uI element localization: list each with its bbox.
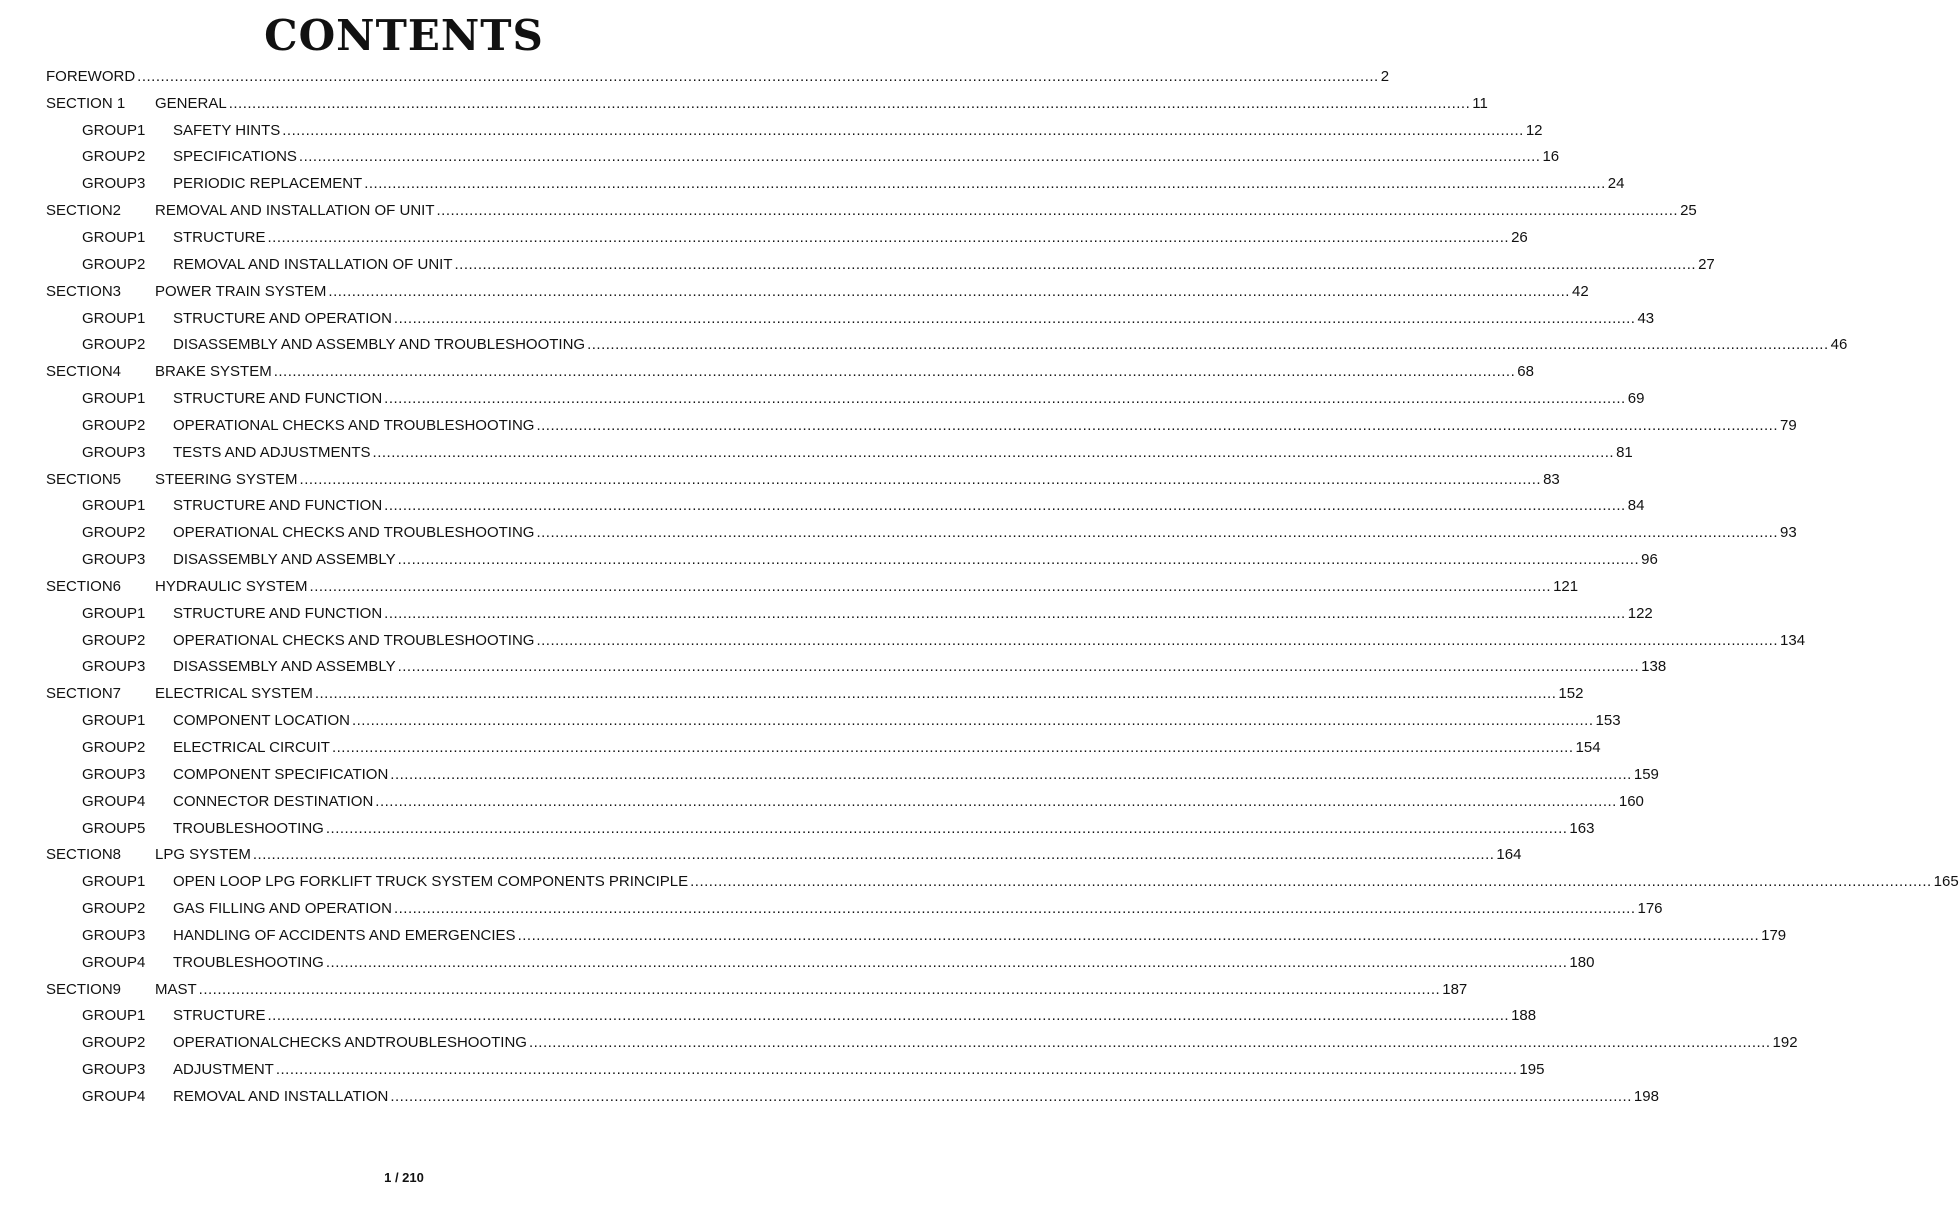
toc-entry-title: REMOVAL AND INSTALLATION OF UNIT [155, 202, 435, 220]
toc-entry-title: DISASSEMBLY AND ASSEMBLY [173, 551, 396, 569]
toc-entry-label: GROUP1 [82, 873, 146, 891]
dot-leader [253, 846, 1495, 863]
toc-entry-page: 24 [1607, 175, 1625, 193]
toc-group-entry[interactable] [46, 1003, 1537, 1030]
toc-entry-label: SECTION3 [46, 282, 122, 300]
toc-entry-label: GROUP4 [82, 953, 146, 971]
toc-group-entry[interactable] [46, 761, 1659, 788]
dot-leader [310, 578, 1552, 595]
toc-group-entry[interactable] [46, 493, 1645, 520]
toc-entry-label: GROUP2 [82, 631, 146, 649]
toc-entry-label: GROUP2 [82, 255, 146, 273]
toc-entry-label: GROUP2 [82, 524, 146, 542]
toc-entry-page: 198 [1633, 1087, 1659, 1105]
dot-leader [518, 927, 1760, 944]
toc-group-entry[interactable] [46, 895, 1663, 922]
toc-group-entry[interactable] [46, 546, 1658, 573]
toc-group-entry[interactable] [46, 734, 1601, 761]
toc-entry-page: 134 [1780, 631, 1806, 649]
toc-entry-title: SAFETY HINTS [173, 121, 281, 139]
toc-entry-title: OPERATIONALCHECKS ANDTROUBLESHOOTING [173, 1034, 527, 1052]
toc-entry-title: STRUCTURE AND FUNCTION [173, 604, 383, 622]
toc-entry-title: COMPONENT LOCATION [173, 712, 350, 730]
dot-leader [137, 68, 1379, 85]
toc-entry-title: OPERATIONAL CHECKS AND TROUBLESHOOTING [173, 524, 535, 542]
toc-entry-label: SECTION8 [46, 846, 122, 864]
toc-entry-label: GROUP1 [82, 604, 146, 622]
toc-entry-page: 160 [1618, 792, 1644, 810]
toc-entry-page: 180 [1569, 953, 1595, 971]
toc-group-entry[interactable] [46, 224, 1528, 251]
toc-entry-label: SECTION 1 [46, 94, 126, 112]
toc-group-entry[interactable] [46, 439, 1633, 466]
toc-group-entry[interactable] [46, 815, 1595, 842]
dot-leader [398, 551, 1640, 568]
dot-leader [326, 820, 1568, 837]
toc-entry-label: GROUP2 [82, 336, 146, 354]
dot-leader [299, 148, 1541, 165]
toc-entry-label: GROUP4 [82, 792, 146, 810]
toc-entry-title: STEERING SYSTEM [155, 470, 298, 488]
toc-entry-title: GAS FILLING AND OPERATION [173, 900, 392, 918]
toc-entry-foreword[interactable] [46, 63, 1390, 90]
toc-group-entry[interactable] [46, 707, 1621, 734]
toc-entry-page: 2 [1380, 67, 1390, 85]
dot-leader [536, 524, 1778, 541]
dot-leader [300, 471, 1542, 488]
toc-entry-label: GROUP1 [82, 309, 146, 327]
toc-entry-page: 43 [1637, 309, 1655, 327]
toc-entry-page: 163 [1569, 819, 1595, 837]
toc-entry-page: 68 [1517, 363, 1534, 381]
toc-entry-label: GROUP2 [82, 1034, 146, 1052]
toc-entry-page: 165 [1933, 873, 1959, 891]
toc-group-entry[interactable] [46, 922, 1787, 949]
toc-section-entry[interactable] [46, 90, 1488, 117]
toc-entry-page: 42 [1571, 282, 1589, 300]
toc-entry-page: 96 [1641, 551, 1658, 569]
toc-section-entry[interactable] [46, 841, 1522, 868]
toc-section-entry[interactable] [46, 976, 1468, 1003]
toc-group-entry[interactable] [46, 1029, 1798, 1056]
toc-group-entry[interactable] [46, 170, 1625, 197]
toc-entry-page: 152 [1558, 685, 1584, 703]
dot-leader [437, 202, 1679, 219]
toc-entry-label: GROUP4 [82, 1087, 146, 1105]
toc-group-entry[interactable] [46, 412, 1797, 439]
toc-group-entry[interactable] [46, 385, 1645, 412]
dot-leader [529, 1034, 1771, 1051]
dot-leader [229, 95, 1471, 112]
toc-entry-label: GROUP1 [82, 390, 146, 408]
toc-entry-title: OPERATIONAL CHECKS AND TROUBLESHOOTING [173, 416, 535, 434]
toc-entry-title: REMOVAL AND INSTALLATION OF UNIT [173, 255, 453, 273]
toc-entry-label: GROUP5 [82, 819, 146, 837]
toc-group-entry[interactable] [46, 600, 1653, 627]
toc-entry-title: MAST [155, 980, 197, 998]
toc-entry-title: PERIODIC REPLACEMENT [173, 175, 363, 193]
toc-entry-label: GROUP1 [82, 228, 146, 246]
toc-entry-title: POWER TRAIN SYSTEM [155, 282, 327, 300]
toc-entry-label: SECTION4 [46, 363, 122, 381]
toc-entry-label: GROUP3 [82, 551, 146, 569]
dot-leader [394, 310, 1636, 327]
toc-entry-label: FOREWORD [46, 67, 136, 85]
toc-entry-label: GROUP2 [82, 739, 146, 757]
toc-entry-title: LPG SYSTEM [155, 846, 251, 864]
toc-entry-page: 83 [1543, 470, 1560, 488]
dot-leader [390, 1088, 1632, 1105]
dot-leader [398, 658, 1640, 675]
dot-leader [352, 712, 1594, 729]
dot-leader [315, 685, 1557, 702]
toc-group-entry[interactable] [46, 788, 1644, 815]
dot-leader [274, 363, 1516, 380]
toc-entry-title: CONNECTOR DESTINATION [173, 792, 374, 810]
toc-entry-label: GROUP2 [82, 148, 146, 166]
toc-entry-label: GROUP1 [82, 497, 146, 515]
toc-entry-label: GROUP1 [82, 712, 146, 730]
dot-leader [373, 444, 1615, 461]
toc-entry-title: BRAKE SYSTEM [155, 363, 272, 381]
toc-entry-label: SECTION7 [46, 685, 122, 703]
dot-leader [276, 1061, 1518, 1078]
toc-entry-page: 138 [1641, 658, 1667, 676]
toc-group-entry[interactable] [46, 627, 1806, 654]
toc-entry-page: 25 [1680, 202, 1697, 220]
toc-entry-label: GROUP1 [82, 121, 146, 139]
toc-entry-title: ELECTRICAL CIRCUIT [173, 739, 330, 757]
toc-entry-title: HANDLING OF ACCIDENTS AND EMERGENCIES [173, 926, 516, 944]
toc-entry-title: DISASSEMBLY AND ASSEMBLY [173, 658, 396, 676]
toc-entry-page: 192 [1772, 1034, 1798, 1052]
toc-group-entry[interactable] [46, 117, 1543, 144]
toc-entry-page: 93 [1780, 524, 1797, 542]
toc-entry-page: 69 [1627, 390, 1645, 408]
toc-entry-page: 154 [1575, 739, 1601, 757]
toc-entry-label: GROUP3 [82, 1061, 146, 1079]
toc-group-entry[interactable] [46, 868, 1959, 895]
toc-entry-page: 12 [1525, 121, 1543, 139]
toc-entry-label: GROUP3 [82, 926, 146, 944]
toc-entry-title: REMOVAL AND INSTALLATION [173, 1087, 389, 1105]
dot-leader [384, 605, 1626, 622]
toc-entry-label: GROUP3 [82, 175, 146, 193]
toc-entry-title: OPERATIONAL CHECKS AND TROUBLESHOOTING [173, 631, 535, 649]
toc-entry-label: GROUP2 [82, 900, 146, 918]
toc-entry-page: 27 [1698, 255, 1715, 273]
toc-entry-page: 84 [1627, 497, 1645, 515]
toc-entry-label: SECTION9 [46, 980, 122, 998]
toc-entry-title: TESTS AND ADJUSTMENTS [173, 443, 371, 461]
dot-leader [384, 497, 1626, 514]
toc-entry-page: 46 [1830, 336, 1848, 354]
toc-entry-title: HYDRAULIC SYSTEM [155, 577, 308, 595]
dot-leader [326, 954, 1568, 971]
toc-section-entry[interactable] [46, 197, 1697, 224]
toc-entry-title: OPEN LOOP LPG FORKLIFT TRUCK SYSTEM COMPONENTS PRINCIPLE [173, 873, 689, 891]
toc-entry-label: GROUP2 [82, 416, 146, 434]
toc-entry-label: SECTION2 [46, 202, 122, 220]
toc-entry-title: GENERAL [155, 94, 227, 112]
dot-leader [587, 336, 1829, 353]
dot-leader [536, 417, 1778, 434]
dot-leader [364, 175, 1606, 192]
dot-leader [690, 873, 1932, 890]
toc-group-entry[interactable] [46, 519, 1797, 546]
toc-entry-label: GROUP3 [82, 443, 146, 461]
toc-entry-label: SECTION5 [46, 470, 122, 488]
toc-section-entry[interactable] [46, 358, 1534, 385]
toc-group-entry[interactable] [46, 251, 1715, 278]
dot-leader [268, 229, 1510, 246]
toc-section-entry[interactable] [46, 278, 1589, 305]
dot-leader [384, 390, 1626, 407]
toc-entry-label: GROUP1 [82, 1007, 146, 1025]
toc-group-entry[interactable] [46, 654, 1667, 681]
page-title: CONTENTS [264, 11, 544, 60]
toc-entry-page: 164 [1496, 846, 1522, 864]
dot-leader [536, 632, 1778, 649]
toc-entry-page: 121 [1553, 577, 1579, 595]
toc-section-entry[interactable] [46, 466, 1560, 493]
toc-entry-label: GROUP3 [82, 765, 146, 783]
toc-section-entry[interactable] [46, 573, 1579, 600]
toc-entry-title: DISASSEMBLY AND ASSEMBLY AND TROUBLESHOOTING [173, 336, 586, 354]
toc-entry-page: 159 [1633, 765, 1659, 783]
toc-group-entry[interactable] [46, 1056, 1545, 1083]
toc-entry-page: 179 [1761, 926, 1787, 944]
toc-group-entry[interactable] [46, 1083, 1659, 1110]
toc-section-entry[interactable] [46, 680, 1584, 707]
toc-entry-title: STRUCTURE AND FUNCTION [173, 497, 383, 515]
toc-entry-title: STRUCTURE [173, 228, 266, 246]
dot-leader [455, 256, 1697, 273]
dot-leader [199, 981, 1441, 998]
table-of-contents [46, 63, 1959, 1110]
toc-entry-title: TROUBLESHOOTING [173, 953, 324, 971]
toc-entry-title: STRUCTURE [173, 1007, 266, 1025]
toc-entry-page: 176 [1637, 900, 1663, 918]
dot-leader [390, 766, 1632, 783]
dot-leader [328, 283, 1570, 300]
page-indicator: 1 / 210 [384, 1170, 424, 1185]
toc-group-entry[interactable] [46, 305, 1655, 332]
toc-entry-page: 188 [1511, 1007, 1537, 1025]
toc-group-entry[interactable] [46, 331, 1848, 358]
dot-leader [375, 793, 1617, 810]
toc-entry-page: 16 [1542, 148, 1560, 166]
toc-entry-title: ADJUSTMENT [173, 1061, 274, 1079]
toc-entry-title: TROUBLESHOOTING [173, 819, 324, 837]
toc-group-entry[interactable] [46, 949, 1595, 976]
toc-entry-page: 79 [1780, 416, 1797, 434]
toc-entry-title: ELECTRICAL SYSTEM [155, 685, 313, 703]
toc-entry-page: 26 [1511, 228, 1528, 246]
dot-leader [282, 122, 1524, 139]
toc-group-entry[interactable] [46, 144, 1560, 171]
toc-entry-page: 153 [1595, 712, 1621, 730]
toc-entry-page: 122 [1627, 604, 1653, 622]
dot-leader [332, 739, 1574, 756]
toc-entry-page: 195 [1519, 1061, 1545, 1079]
toc-entry-page: 81 [1616, 443, 1633, 461]
toc-entry-title: SPECIFICATIONS [173, 148, 297, 166]
toc-entry-title: STRUCTURE AND FUNCTION [173, 390, 383, 408]
toc-entry-page: 11 [1472, 94, 1488, 112]
toc-entry-title: COMPONENT SPECIFICATION [173, 765, 389, 783]
toc-entry-label: GROUP3 [82, 658, 146, 676]
toc-entry-label: SECTION6 [46, 577, 122, 595]
dot-leader [268, 1007, 1510, 1024]
dot-leader [394, 900, 1636, 917]
toc-entry-title: STRUCTURE AND OPERATION [173, 309, 392, 327]
toc-entry-page: 187 [1442, 980, 1468, 998]
